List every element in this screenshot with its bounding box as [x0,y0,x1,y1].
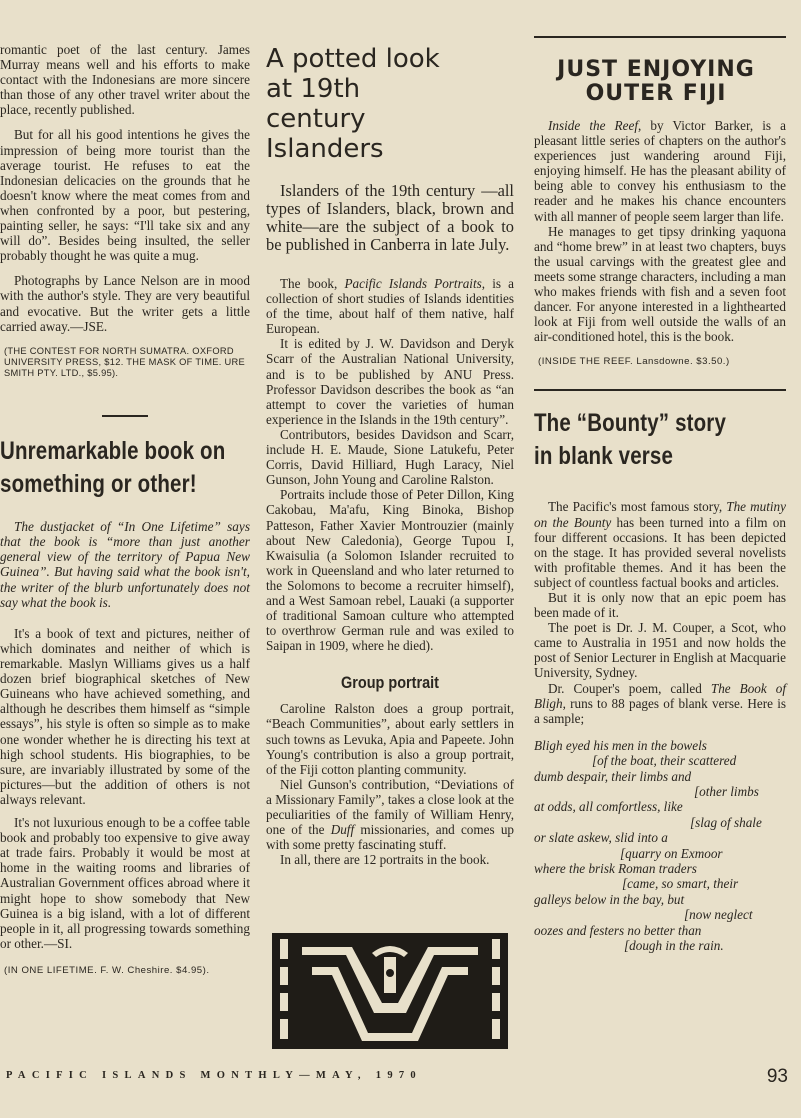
article-intro: Islanders of the 19th century —all types of Islanders, black, brown and white—are the subject of a book to be published in Canberra in late July. [266,181,514,254]
body-paragraph: Inside the Reef, by Victor Barker, is a pleasant little series of chapters on the author's experiences just wandering around Fiji, enjoying himself. He has the pleasant ability of being able to convey his enthusiasm to the reader and he makes his chance encounters with all manner of people seem larger than life. [534,118,786,224]
poem-line: Bligh eyed his men in the bowels [534,737,707,753]
page-footer [6,1066,796,1086]
body-paragraph: But it is only now that an epic poem has been made of it. [534,589,786,621]
book-title: The Book of Bligh [534,680,786,711]
column-left [0,0,250,976]
poem-line: [came, so smart, their [622,876,739,892]
article-headline: JUST ENJOYING OUTER FIJI [557,57,755,106]
section-divider [102,415,148,417]
poem-line: [slag of shale [690,814,762,830]
body-paragraph: It's a book of text and pictures, neither of which dominates and neither of which is remarkable. Maslyn Williams gives us a half dozen brief biographical sketches of New Guineans who have achieved something, and although he describes them himself as “simple essays”, his style is often so simple as to make one wonder whether he is directing his text at high school students. His biographies, to be sure, are invariably illustrated by some of the pictures—but the addition of others is not always relevant. [0,625,250,807]
body-paragraph: He manages to get tipsy drinking yaquona and “home brew” in at least two chapters, buys the usual carvings with the greatest glee and meets some strange characters, including a man who makes friends with fish and a seven foot dancer. For anyone interested in a lighthearted look at Fiji from well outside the walls of an air-conditioned hotel, this is the book. [534,223,786,345]
section-divider [534,36,786,38]
poem-line: where the brisk Roman traders [534,861,697,877]
column-right [534,0,786,954]
subheading: Group portrait [341,673,439,693]
poem-line: galleys below in the bay, but [534,891,685,907]
poem-line: at odds, all comfortless, like [534,799,683,815]
poem-line: [now neglect [684,907,753,923]
body-paragraph: The Pacific's most famous story, The mutiny on the Bounty has been turned into a film on four different occasions. It has been depicted on the stage. It has provided several novelists with profitable themes. And it has been the subject of countless factual books and articles. [534,499,786,590]
running-footer: PACIFIC ISLANDS MONTHLY—MAY, 1970 [6,1070,422,1081]
body-paragraph: The poet is Dr. J. M. Couper, a Scot, who came to Australia in 1951 and now holds the post of Senior Lecturer in English at Macquarie University, Sydney. [534,620,786,681]
body-paragraph: Photographs by Lance Nelson are in mood with the author's style. They are very beautiful and evocative. But the writer gets a little carried away.—JSE. [0,273,250,334]
body-paragraph: Contributors, besides Davidson and Scarr, include H. E. Maude, Sione Latukefu, Peter Corris, David Hilliard, Hugh Laracy, Niel Gunson, John Young and Caroline Ralston. [266,426,514,488]
page-number: 93 [766,1066,788,1087]
body-paragraph: In all, there are 12 portraits in the book. [280,852,490,868]
article-headline: A potted look at 19th century Islanders [266,44,440,164]
book-title: Inside the Reef [548,118,638,133]
body-paragraph: It is edited by J. W. Davidson and Deryk Scarr of the Australian National University, and is to be published by ANU Press. Professor Davidson describes the book as “an attempt to cover the varieties of human experience in the Islands in the 19th century”. [266,336,514,427]
poem-excerpt [534,738,786,954]
poem-line: dumb despair, their limbs and [534,768,692,784]
decorative-artwork [272,933,508,1049]
body-paragraph: It's not luxurious enough to be a coffee table book and probably too expensive to give away at trade fairs. Probably it would be most at home in the waiting rooms and libraries of Australian Government offices abroad where it might hope to show somebody that New Guinea is a big island, with a lot of different people in it, all progressing towards something or other.—SI. [0,815,250,951]
body-paragraph: Dr. Couper's poem, called The Book of Bligh, runs to 88 pages of blank verse. Here is a sample; [534,680,786,726]
book-title: The mutiny on the Bounty [534,499,786,530]
poem-line: [quarry on Exmoor [620,845,723,861]
section-divider [534,389,786,391]
poem-line: oozes and festers no better than [534,922,702,938]
body-paragraph: The book, Pacific Islands Portraits, is a collection of short studies of Islands identities of the time, about half of them native, half European. [266,276,514,337]
book-credit: (THE CONTEST FOR NORTH SUMATRA. OXFORD UNIVERSITY PRESS, $12. THE MASK OF TIME. URE SMITH PTY. LTD., $5.95). [4,345,246,378]
body-paragraph: Portraits include those of Peter Dillon, King Cakobau, Ma'afu, King Binoka, Bishop Patteson, Father Xavier Montrouzier (mainly about New Caledonia), George Tupou I, Kwaisulia (a Solomon Islander recruited to work in Queensland and who later returned to the Solomons to become a recruiter himself), and a West Samoan rebel, Lauaki (a supporter of traditional Samoan culture who attempted to overthrow German rule and was exiled to Saipan in 1909, where he died). [266,487,514,654]
poem-line: [dough in the rain. [624,938,724,954]
body-paragraph: But for all his good intentions he gives the impression of being more tourist than the average tourist. He refuses to eat the Indonesian delicacies on the grounds that he doesn't know where the meat comes from and when confronted by a poor, but pestering, painting seller, he says: “I'll take six and any will do”. Besides being insulted, the seller probably thought he was quite a mug. [0,127,250,264]
tapa-pattern-icon [272,933,508,1049]
article-headline: The “Bounty” story in blank verse [534,409,727,471]
article-headline: Unremarkable book on something or other! [0,436,226,498]
book-credit: (INSIDE THE REEF. Lansdowne. $3.50.) [538,356,730,368]
poem-line: or slate askew, slid into a [534,830,668,846]
column-center [266,0,514,867]
body-paragraph: Niel Gunson's contribution, “Deviations of a Missionary Family”, takes a close look at the peculiarities of the family of William Henry, one of the Duff missionaries, and comes up with some pretty fascinating stuff. [266,776,515,853]
book-title: Pacific Islands Portraits [344,276,482,291]
article-intro: The dustjacket of “In One Lifetime” says that the book is “more than just another general view of the territory of Papua New Guinea”. But having said what the book isn't, the writer of the blurb unfortunately does not say what the book is. [0,518,250,610]
body-paragraph: Caroline Ralston does a group portrait, “Beach Communities”, about early settlers in such towns as Levuka, Apia and Papeete. John Young's contribution is also a group portrait, of the Fiji cotton planting community. [266,701,514,777]
poem-line: [of the boat, their scattered [592,753,737,769]
poem-line: [other limbs [694,784,759,800]
book-credit: (IN ONE LIFETIME. F. W. Cheshire. $4.95). [4,964,210,976]
body-paragraph: romantic poet of the last century. James Murray means well and his efforts to make contact with the Indonesians are more sincere than those of any other travel writer about the place, recently published. [0,42,250,118]
